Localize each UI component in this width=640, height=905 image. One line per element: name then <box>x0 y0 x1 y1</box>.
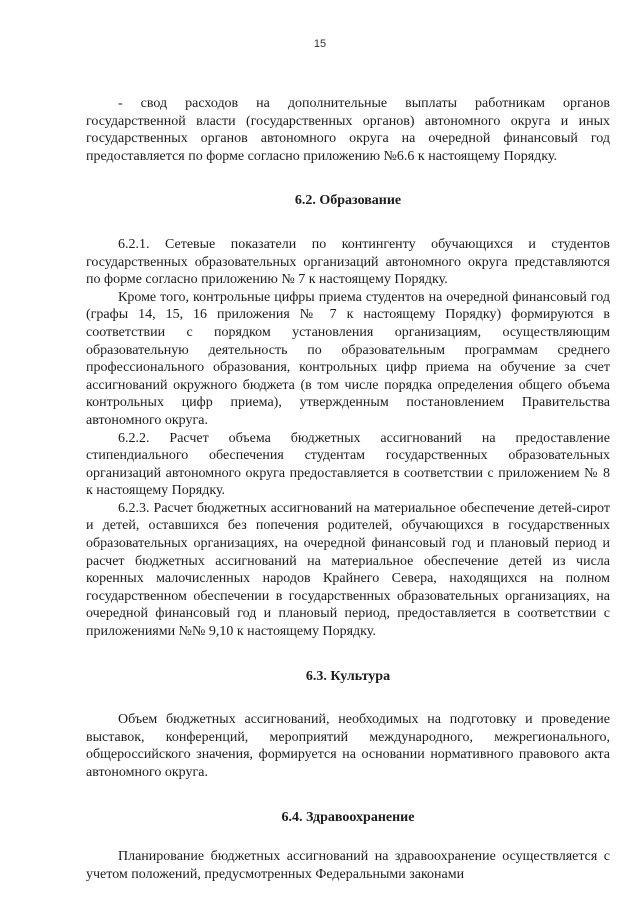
paragraph-culture: Объем бюджетных ассигнований, необходимых на подготовку и проведение выставок, конференций, мероприятий международного, межрегионального, общероссийского значения, формируется на основании нормативного правового акта автономного округа. <box>86 712 610 780</box>
page-number: 15 <box>313 38 327 50</box>
paragraph-6-2-3: 6.2.3. Расчет бюджетных ассигнований на материальное обеспечение детей-сирот и детей, оставшихся без попечения родителей, обучающихся в государственных образовательных организациях, на очередной финансовый год и плановый период и расчет бюджетных ассигнований на материальное обеспечение детей из числа коренных малочисленных народов Крайнего Севера, находящихся на полном государственном обеспечении в государственных образовательных организациях, на очередной финансовый год и плановый период, предоставляется в соответствии с приложениями №№ 9,10 к настоящему Порядку. <box>86 500 610 640</box>
document-body <box>86 95 610 883</box>
paragraph-6-2-1: 6.2.1. Сетевые показатели по контингенту обучающихся и студентов государственных образовательных организаций автономного округа представляются по форме согласно приложению № 7 к настоящему Порядку. <box>86 236 610 288</box>
section-heading-healthcare: 6.4. Здравоохранение <box>281 809 415 825</box>
paragraph-healthcare: Планирование бюджетных ассигнований на здравоохранение осуществляется с учетом положений, предусмотренных Федеральными законами <box>86 849 610 882</box>
paragraph-6-2-2: 6.2.2. Расчет объема бюджетных ассигнований на предоставление стипендиального обеспечения студентам государственных образовательных организаций автономного округа предоставляется в соответствии с приложением № 8 к настоящему Порядку. <box>86 430 610 499</box>
section-heading-education: 6.2. Образование <box>294 193 402 209</box>
section-heading-culture: 6.3. Культура <box>305 668 391 684</box>
paragraph-admission-figures: Кроме того, контрольные цифры приема студентов на очередной финансовый год (графы 14, 15, 16 приложения № 7 к настоящему Порядку) формируются в соответствии с порядком установления организациям, осуществляющим образовательную деятельность по образовательным программам среднего профессионального образования, контрольных цифр приема на обучение за счет ассигнований окружного бюджета (в том числе порядка определения общего объема контрольных цифр приема), утвержденным постановлением Правительства автономного округа. <box>86 289 610 428</box>
paragraph-expenditure-summary: - свод расходов на дополнительные выплаты работникам органов государственной власти (государственных органов) автономного округа и иных государственных органов автономного округа на очередной финансовый год предоставляется по форме согласно приложению №6.6 к настоящему Порядку. <box>86 96 610 164</box>
